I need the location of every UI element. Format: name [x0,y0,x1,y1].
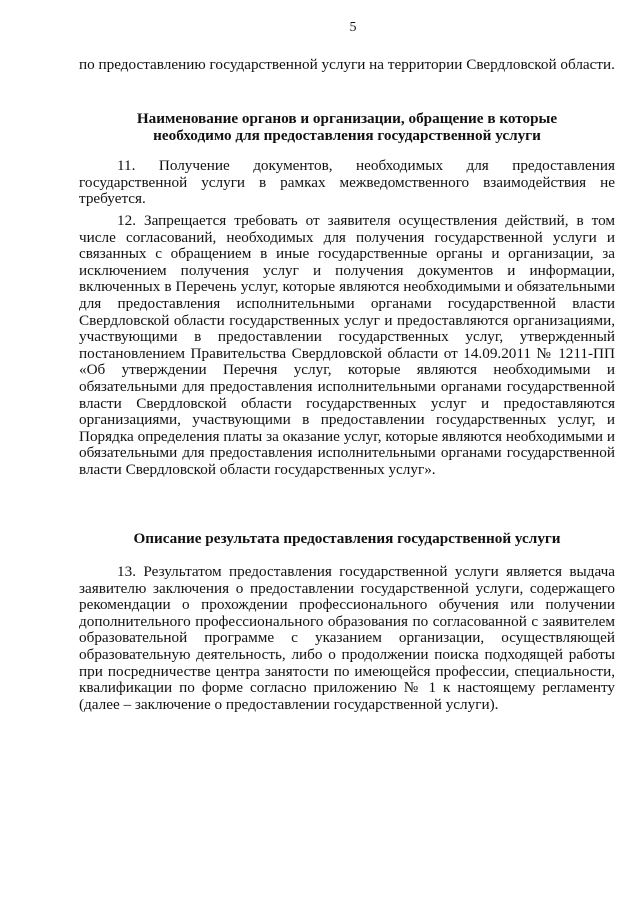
continuation-paragraph: по предоставлению государственной услуги на территории Свердловской области. [79,56,615,73]
page-number: 5 [349,20,357,35]
heading-line-2: необходимо для предоставления государственной услуги [153,127,541,144]
paragraph-11: 11. Получение документов, необходимых для предоставления государственной услуги в рамках межведомственного взаимодействия не требуется. [79,157,615,208]
paragraph-13: 13. Результатом предоставления государственной услуги является выдача заявителю заключения о предоставлении государственной услуги, содержащего рекомендации о прохождении профессионального обучения или получении дополнительного профессионального образования по согласованной с заявителем образовательной программе с указанием организации, осуществляющей образовательную деятельность, либо о продолжении поиска подходящей работы при посредничестве центра занятости по имеющейся профессии, специальности, квалификации по форме согласно приложению № 1 к настоящему регламенту (далее – заключение о предоставлении государственной услуги). [79,563,615,713]
document-page [79,0,615,905]
paragraph-12: 12. Запрещается требовать от заявителя осуществления действий, в том числе согласований, необходимых для получения государственной услуги и связанных с обращением в иные государственные органы и организации, за исключением получения услуг и получения документов и информации, включенных в Перечень услуг, которые являются необходимыми и обязательными для предоставления исполнительными органами государственной власти Свердловской области государственных услуг и предоставляются организациями, участвующими в предоставлении государственных услуг, утвержденный постановлением Правительства Свердловской области от 14.09.2011 № 1211-ПП «Об утверждении Перечня услуг, которые являются необходимыми и обязательными для предоставления исполнительными органами государственной власти Свердловской области государственных услуг и предоставляются организациями, участвующими в предоставлении государственных услуг, и Порядка определения платы за оказание услуг, которые являются необходимыми и обязательными для предоставления исполнительными органами государственной власти Свердловской области государственных услуг». [79,212,615,478]
section-heading-result: Описание результата предоставления государственной услуги [133,530,561,547]
section-heading-organizations [79,110,615,144]
heading-line-1: Наименование органов и организации, обращение в которые [136,110,558,127]
